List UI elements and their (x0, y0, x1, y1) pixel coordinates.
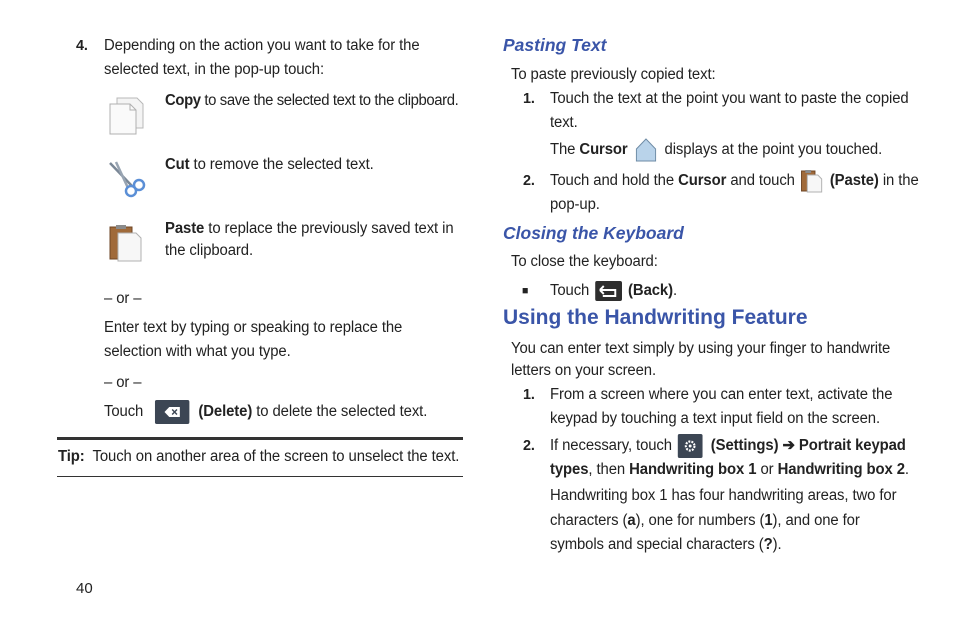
delete-label: (Delete) (198, 403, 253, 421)
touch-word: Touch (104, 403, 144, 421)
handwriting-box-line-2: characters (a), one for numbers (1), and one for (550, 512, 860, 529)
copy-icon (107, 96, 145, 136)
paste-label: Paste (165, 220, 205, 237)
paste-icon (801, 169, 824, 193)
or-separator-1: – or – (104, 290, 142, 307)
pasting-intro: To paste previously copied text: (511, 66, 716, 83)
paste-text: to replace the previously saved text in (204, 220, 454, 237)
pasting-text-heading: Pasting Text (503, 35, 607, 55)
arrow-icon: ➔ (782, 437, 795, 455)
hw-step-1-line-1: From a screen where you can enter text, activate the (550, 386, 893, 403)
bullet-icon: ■ (522, 285, 529, 297)
delete-instruction (104, 400, 427, 424)
handwriting-heading: Using the Handwriting Feature (503, 306, 808, 329)
cut-description (165, 153, 374, 177)
handwriting-box-line-1: Handwriting box 1 has four handwriting areas, two for (550, 487, 897, 504)
hw-step-2-number: 2. (523, 437, 535, 454)
handwriting-intro-line-1: You can enter text simply by using your finger to handwrite (511, 340, 891, 357)
page-number: 40 (76, 580, 93, 597)
step-4 (76, 34, 88, 58)
handwriting-intro-line-2: letters on your screen. (511, 362, 657, 379)
step-number: 4. (76, 37, 88, 54)
paste-description-line-2: the clipboard. (165, 242, 254, 259)
delete-key-icon (155, 400, 190, 424)
cursor-note: The Cursor displays at the point you touched. (550, 138, 882, 162)
cut-label: Cut (165, 156, 190, 173)
paste-description-line-1 (165, 217, 454, 241)
or-separator-2: – or – (104, 374, 142, 391)
cut-text: to remove the selected text. (189, 156, 374, 173)
copy-text: to save the selected text to the clipboard. (200, 92, 459, 109)
gear-icon (678, 434, 703, 458)
step-4-line-2: selected text, in the pop-up touch: (104, 61, 324, 78)
tip-text: Touch on another area of the screen to unselect the text. (92, 448, 460, 465)
enter-text-line-1: Enter text by typing or speaking to replace the (104, 319, 403, 336)
tip-content (58, 445, 459, 469)
enter-text-line-2: selection with what you type. (104, 343, 291, 360)
paste-step-1-line-2: text. (550, 114, 578, 131)
clipboard-icon (108, 223, 144, 263)
copy-description (165, 89, 458, 113)
delete-text: to delete the selected text. (252, 403, 428, 421)
paste-step-2-number: 2. (523, 172, 535, 189)
handwriting-box-line-3: symbols and special characters (?). (550, 536, 782, 553)
paste-step-2-line-1: Touch and hold the Cursor and touch (Paste) in the (550, 169, 919, 193)
paste-step-1-line-1: Touch the text at the point you want to paste the copied (550, 90, 909, 107)
cursor-icon (636, 138, 657, 162)
tip-box (57, 437, 463, 477)
copy-label: Copy (165, 92, 201, 109)
back-instruction: Touch (Back). (550, 282, 678, 299)
cursor-label: Cursor (579, 141, 628, 159)
hw-step-1-number: 1. (523, 386, 535, 403)
paste-step-2-line-2: pop-up. (550, 196, 600, 213)
closing-intro: To close the keyboard: (511, 253, 658, 270)
scissors-icon (106, 160, 146, 200)
closing-keyboard-heading: Closing the Keyboard (503, 223, 684, 243)
step-4-line-1: Depending on the action you want to take for the (104, 37, 420, 54)
hw-step-2-line-2: types, then Handwriting box 1 or Handwriting box 2. (550, 461, 909, 478)
hw-step-2-line-1: If necessary, touch (Settings) ➔ Portrait keypad (550, 434, 906, 458)
paste-step-1-number: 1. (523, 90, 535, 107)
hw-step-1-line-2: keypad by touching a text input field on the screen. (550, 410, 881, 427)
back-icon (595, 281, 622, 301)
tip-label: Tip: (58, 448, 85, 465)
